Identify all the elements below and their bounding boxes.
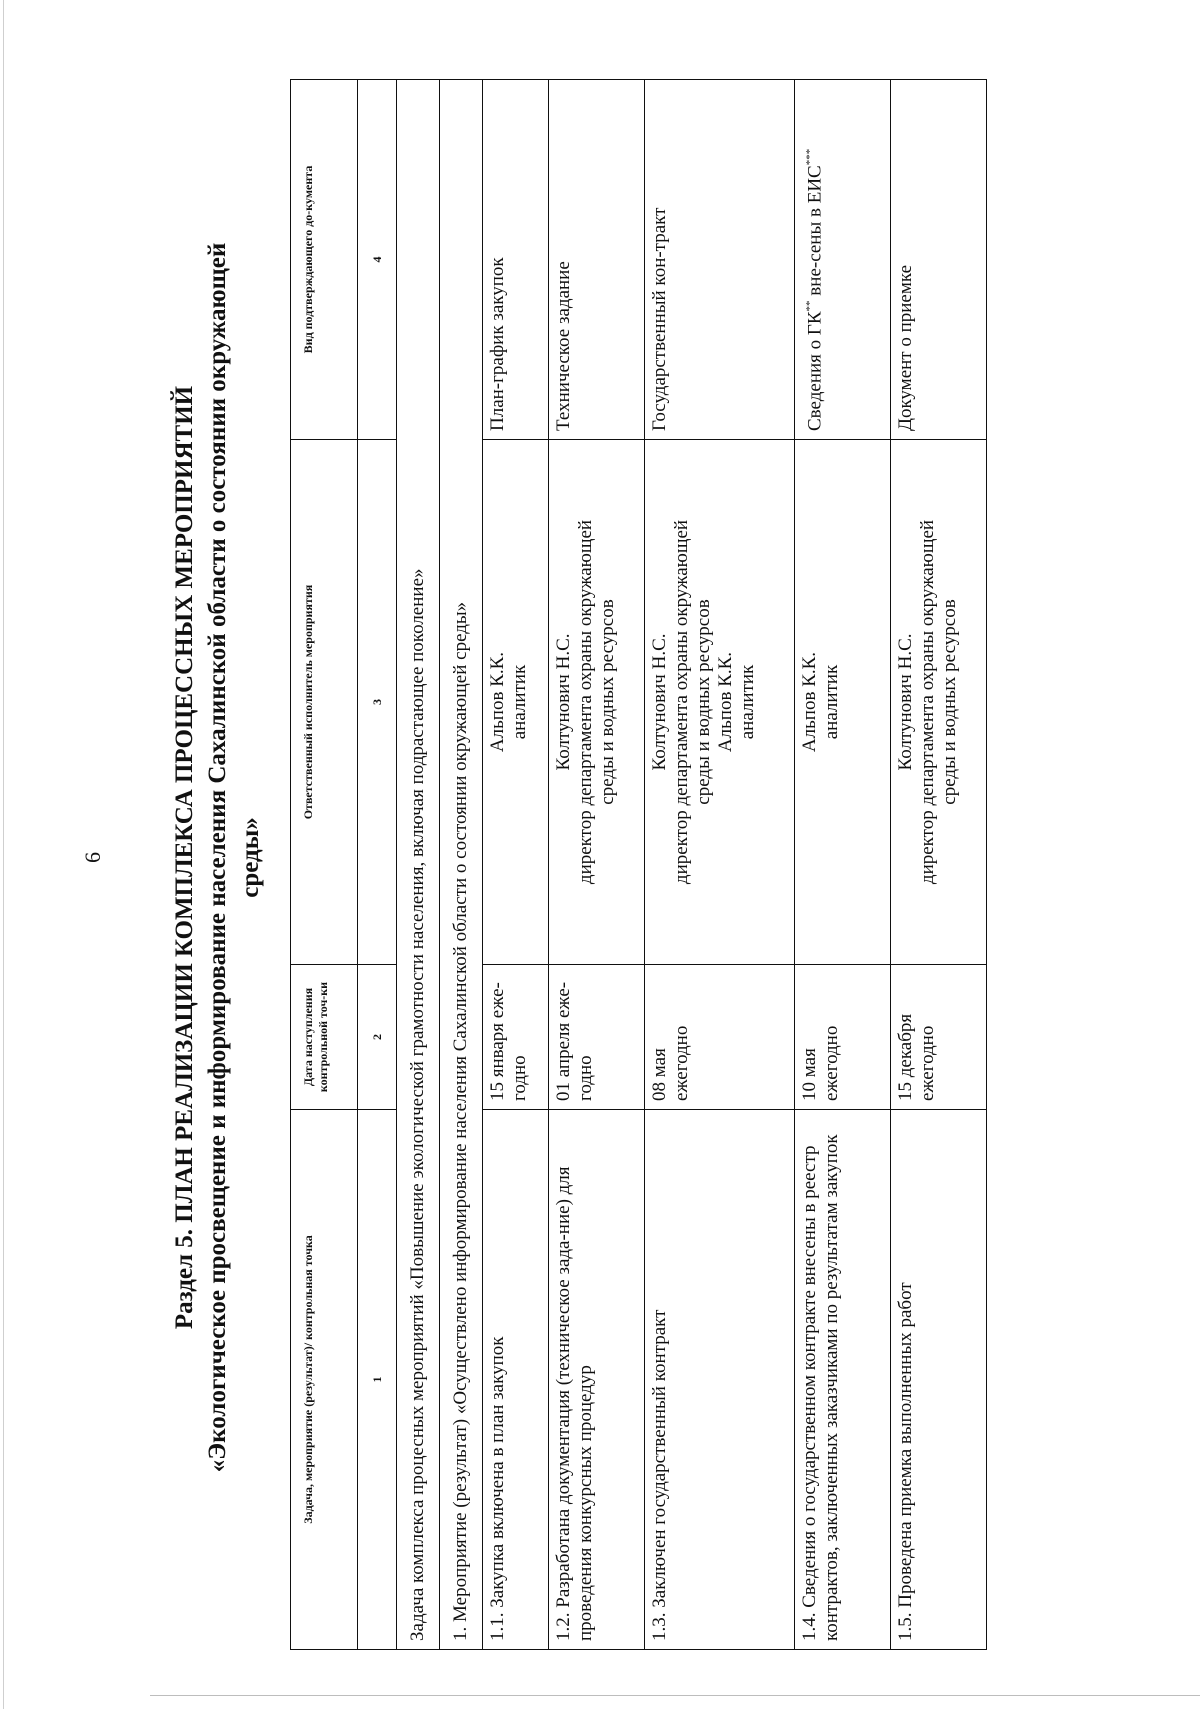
- task-cell: 1.3. Заключен государственный контракт: [645, 1110, 795, 1650]
- table-row: [549, 80, 645, 1650]
- responsible-line: аналитик: [821, 664, 842, 740]
- header-responsible: Ответственный исполнитель мероприятия: [291, 440, 358, 965]
- document-cell: Документ о приемке: [891, 80, 987, 440]
- responsible-line: аналитик: [737, 664, 758, 740]
- responsible-cell: [795, 440, 891, 965]
- responsible-line: Альпов К.К.: [487, 651, 508, 753]
- responsible-cell: [645, 440, 795, 965]
- page-number: 6: [80, 852, 105, 863]
- date-cell: 10 мая ежегодно: [795, 965, 891, 1110]
- page-edge-bottom: [150, 1695, 1200, 1696]
- responsible-cell: [483, 440, 549, 965]
- footnote-mark: ***: [804, 148, 816, 166]
- footnote-mark: **: [804, 300, 816, 312]
- task-cell: 1.4. Сведения о государственном контракте внесены в реестр контрактов, заключенных заказчиками по результатам закупок: [795, 1110, 891, 1650]
- date-cell: 01 апреля еже-годно: [549, 965, 645, 1110]
- responsible-line: Альпов К.К.: [715, 651, 736, 753]
- date-cell: 15 декабря ежегодно: [891, 965, 987, 1110]
- task-cell: 1.1. Закупка включена в план закупок: [483, 1110, 549, 1650]
- header-task: Задача, мероприятие (результат)/ контрольная точка: [291, 1110, 358, 1650]
- column-number: 1: [358, 1110, 397, 1650]
- column-number: 4: [358, 80, 397, 440]
- responsible-line: Колтунович Н.С.: [895, 633, 916, 771]
- document-cell: [795, 80, 891, 440]
- table-row: [483, 80, 549, 1650]
- responsible-line: Колтунович Н.С.: [649, 633, 670, 771]
- responsible-cell: [549, 440, 645, 965]
- table-header-row: [291, 80, 358, 1650]
- table-row: [891, 80, 987, 1650]
- section-heading: [168, 235, 267, 1480]
- heading-line-2: «Экологическое просвещение и информирование населения Сахалинской области о состоянии окружающей: [204, 242, 231, 1473]
- implementation-plan-table: [290, 79, 987, 1650]
- header-date: Дата наступления контрольной точ-ки: [291, 965, 358, 1110]
- header-document: Вид подтверждающего до-кумента: [291, 80, 358, 440]
- responsible-line: директор департамента охраны окружающей: [671, 519, 692, 885]
- date-cell: 15 января еже-годно: [483, 965, 549, 1110]
- document-cell: Техническое задание: [549, 80, 645, 440]
- responsible-line: Колтунович Н.С.: [553, 633, 574, 771]
- table-row: [645, 80, 795, 1650]
- heading-line-3: среды»: [237, 817, 264, 898]
- responsible-line: среды и водных ресурсов: [597, 599, 618, 805]
- measure-row: [440, 80, 483, 1650]
- responsible-line: директор департамента охраны окружающей: [575, 519, 596, 885]
- task-row: [397, 80, 440, 1650]
- responsible-cell: [891, 440, 987, 965]
- task-cell: 1.2. Разработана документация (техническое зада-ние) для проведения конкурсных процедур: [549, 1110, 645, 1650]
- responsible-line: Альпов К.К.: [799, 651, 820, 753]
- column-number: 2: [358, 965, 397, 1110]
- responsible-line: среды и водных ресурсов: [939, 599, 960, 805]
- column-number-row: [358, 80, 397, 1650]
- responsible-line: среды и водных ресурсов: [693, 599, 714, 805]
- heading-line-1: Раздел 5. ПЛАН РЕАЛИЗАЦИИ КОМПЛЕКСА ПРОЦЕССНЫХ МЕРОПРИЯТИЙ: [171, 385, 198, 1330]
- date-cell: 08 мая ежегодно: [645, 965, 795, 1110]
- document-text: Сведения о ГК: [804, 311, 826, 431]
- document-cell: План-график закупок: [483, 80, 549, 440]
- responsible-line: директор департамента охраны окружающей: [917, 519, 938, 885]
- column-number: 3: [358, 440, 397, 965]
- document-cell: Государственный кон-тракт: [645, 80, 795, 440]
- rotated-document-page: [0, 25, 1100, 1690]
- measure-cell: 1. Мероприятие (результат) «Осуществлено информирование населения Сахалинской области о состоянии окружающей среды»: [440, 80, 483, 1650]
- responsible-line: аналитик: [509, 664, 530, 740]
- task-cell: 1.5. Проведена приемка выполненных работ: [891, 1110, 987, 1650]
- task-cell: Задача комплекса процесных мероприятий «Повышение экологической грамотности населения, включая подрастающее поколение»: [397, 80, 440, 1650]
- document-text: вне-сены в ЕИС: [804, 165, 826, 301]
- table-row: [795, 80, 891, 1650]
